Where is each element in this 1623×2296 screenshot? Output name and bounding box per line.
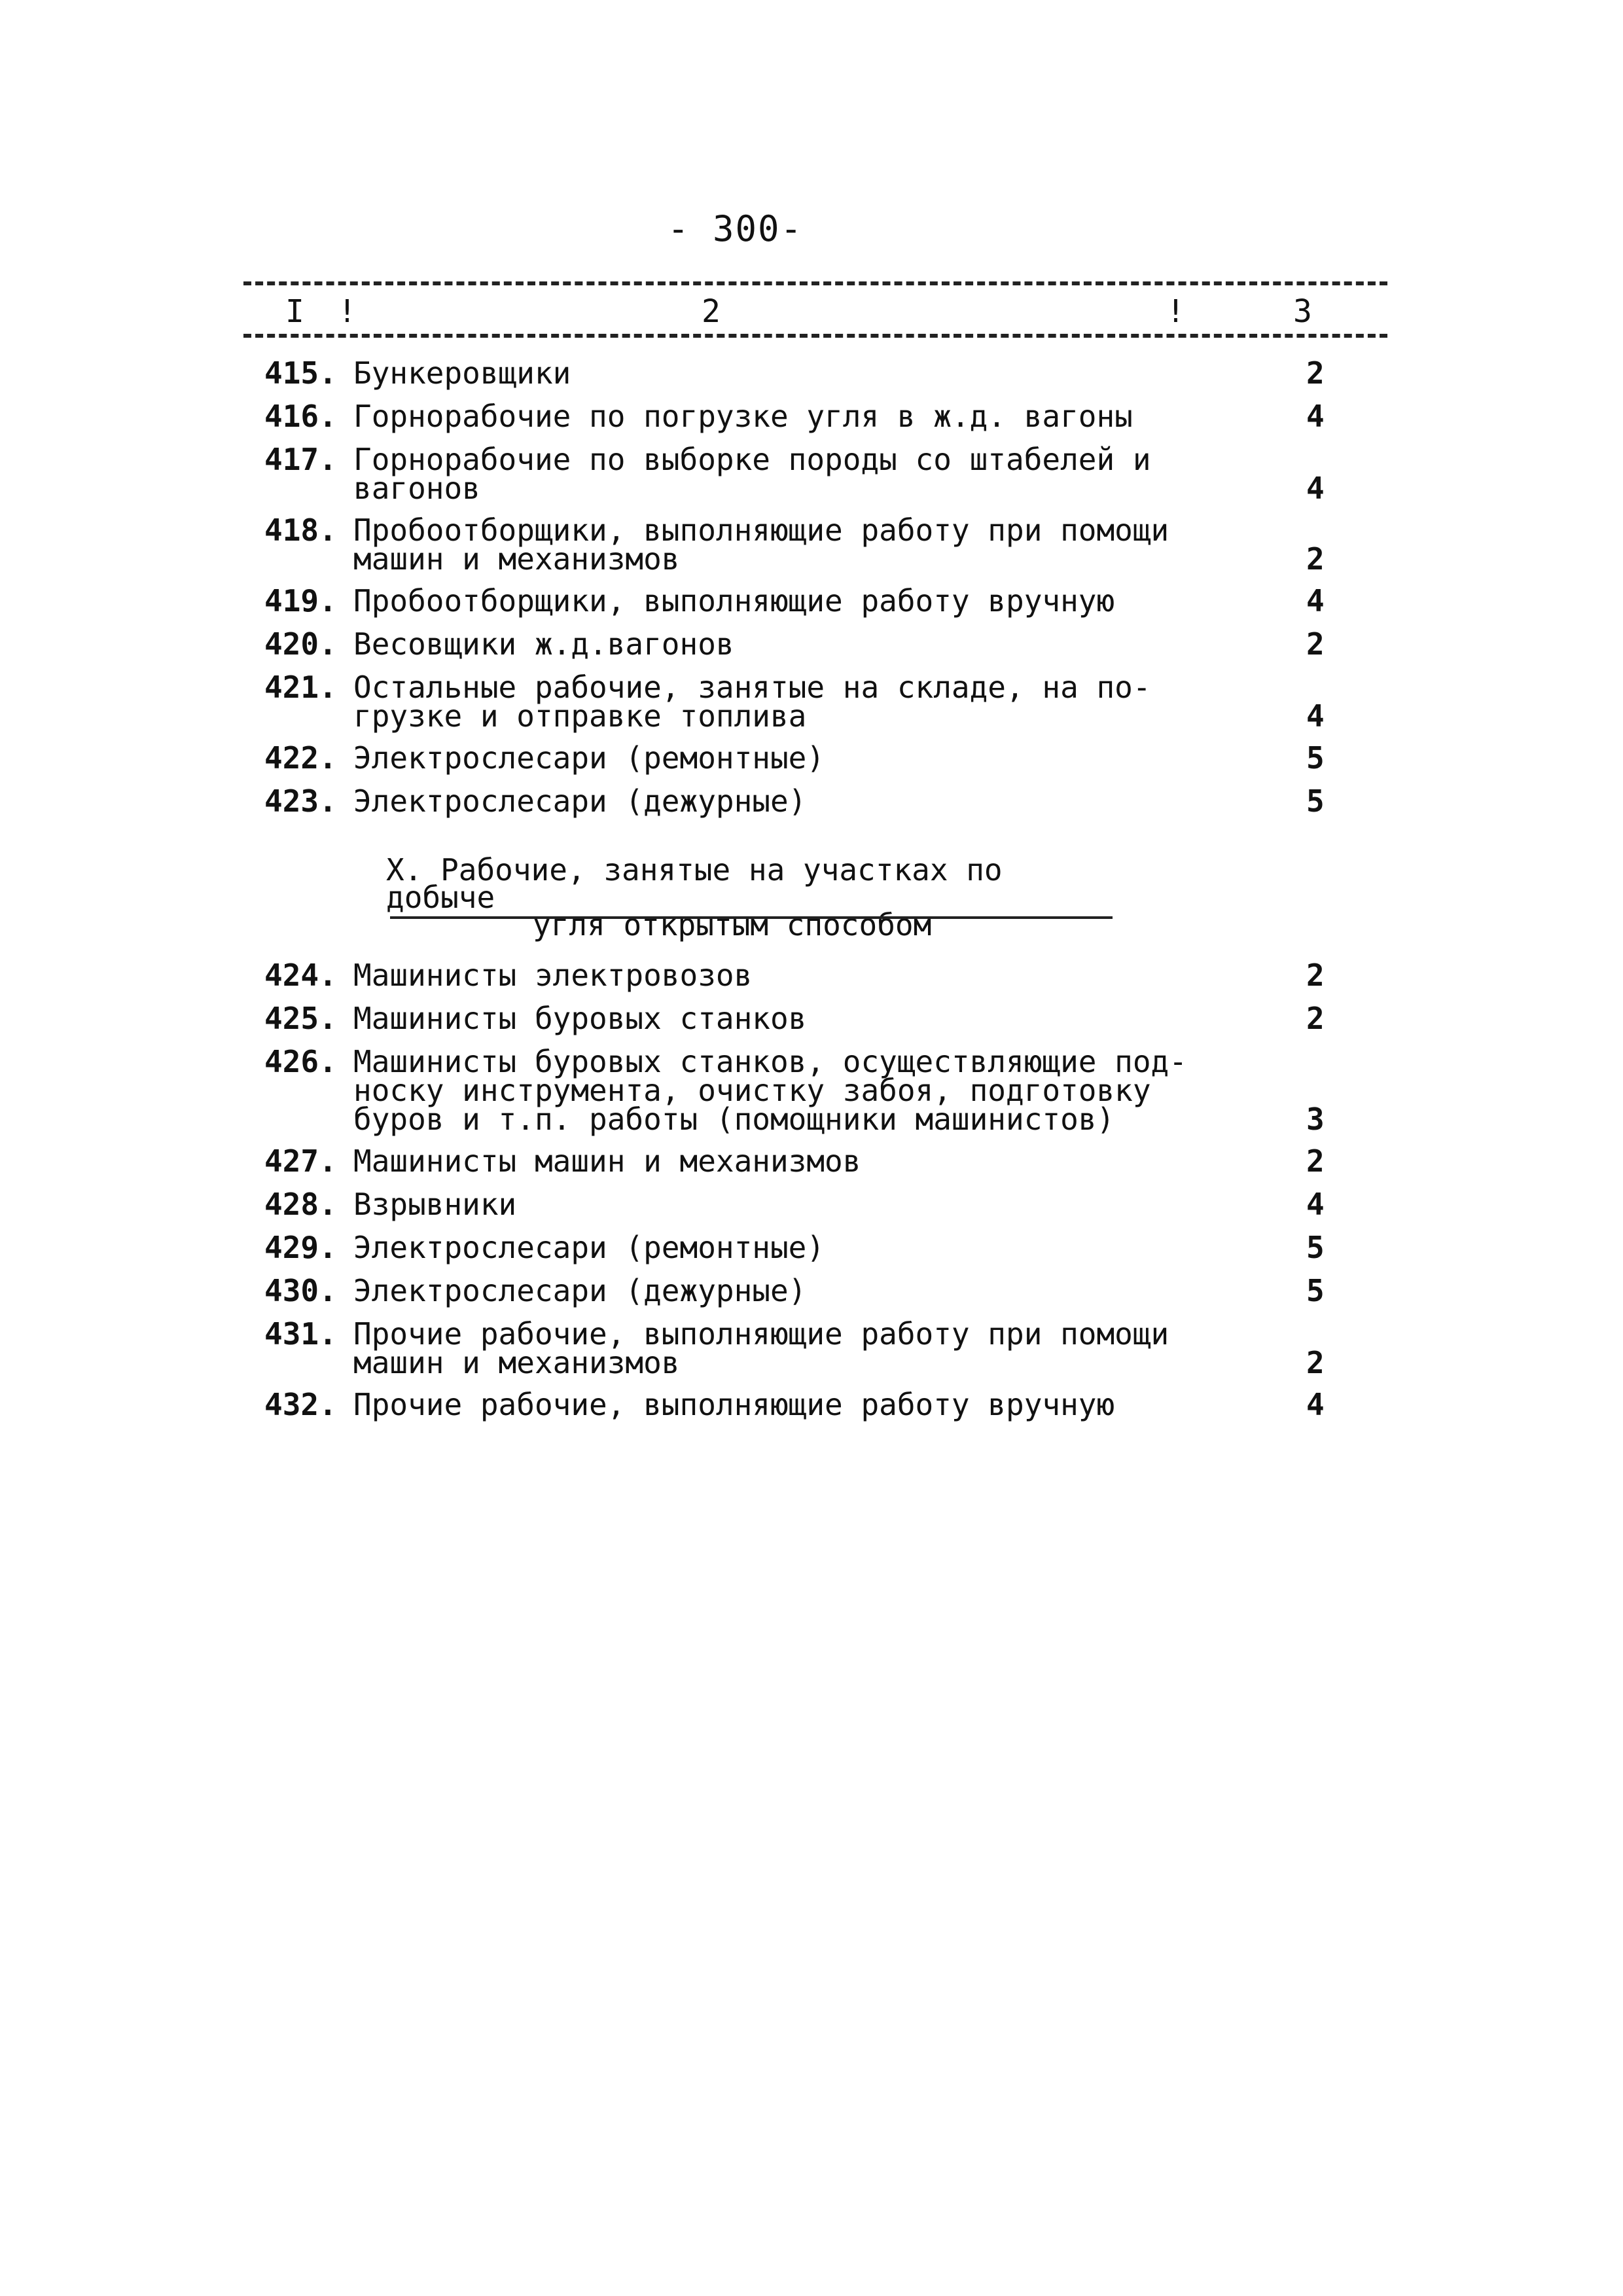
row-text: Электрослесари (ремонтные) bbox=[353, 740, 825, 776]
row-number: 427. bbox=[264, 1143, 337, 1179]
row-number: 430. bbox=[264, 1273, 337, 1308]
table-header-sep1: ! bbox=[338, 293, 357, 330]
table-header-sep2: ! bbox=[1166, 293, 1185, 330]
row-text: Электрослесари (дежурные) bbox=[353, 783, 807, 819]
table-header-top-rule bbox=[243, 281, 1387, 285]
row-value: 5 bbox=[1306, 1273, 1325, 1308]
row-value: 5 bbox=[1306, 740, 1325, 776]
row-number: 424. bbox=[264, 958, 337, 993]
row-text: Прочие рабочие, выполняющие работу вручную bbox=[353, 1387, 1115, 1422]
row-number: 420. bbox=[264, 626, 337, 662]
row-number: 415. bbox=[264, 355, 337, 391]
row-value: 2 bbox=[1306, 1345, 1325, 1380]
row-text: Прочие рабочие, выполняющие работу при помощи машин и механизмов bbox=[353, 1316, 1169, 1380]
row-value: 4 bbox=[1306, 1387, 1325, 1422]
row-number: 423. bbox=[264, 783, 337, 819]
row-value: 2 bbox=[1306, 541, 1325, 577]
table-header-col3: 3 bbox=[1293, 293, 1312, 330]
row-text: Машинисты машин и механизмов bbox=[353, 1143, 861, 1179]
row-number: 418. bbox=[264, 512, 337, 548]
row-value: 2 bbox=[1306, 626, 1325, 662]
row-value: 4 bbox=[1306, 471, 1325, 506]
row-number: 425. bbox=[264, 1001, 337, 1036]
row-number: 417. bbox=[264, 442, 337, 477]
row-number: 426. bbox=[264, 1044, 337, 1079]
row-number: 432. bbox=[264, 1387, 337, 1422]
row-text: Горнорабочие по выборке породы со штабелей и вагонов bbox=[353, 442, 1151, 506]
section-title bbox=[386, 852, 1106, 942]
row-value: 2 bbox=[1306, 355, 1325, 391]
section-title-line1: X. Рабочие, занятые на участках по добыче bbox=[386, 852, 1003, 915]
row-text: Бункеровщики bbox=[353, 355, 571, 391]
row-text: Машинисты буровых станков bbox=[353, 1001, 807, 1036]
row-value: 2 bbox=[1306, 958, 1325, 993]
row-text: Пробоотборщики, выполняющие работу при помощи машин и механизмов bbox=[353, 512, 1169, 577]
row-number: 428. bbox=[264, 1187, 337, 1222]
row-text: Машинисты электровозов bbox=[353, 958, 753, 993]
row-number: 421. bbox=[264, 670, 337, 705]
row-value: 4 bbox=[1306, 583, 1325, 619]
table-header-bottom-rule bbox=[243, 334, 1387, 338]
row-text: Электрослесари (дежурные) bbox=[353, 1273, 807, 1308]
row-value: 5 bbox=[1306, 1230, 1325, 1265]
row-number: 422. bbox=[264, 740, 337, 776]
row-value: 2 bbox=[1306, 1143, 1325, 1179]
page-number: - 300- bbox=[668, 208, 804, 249]
table-header-col2: 2 bbox=[702, 293, 721, 330]
row-value: 4 bbox=[1306, 399, 1325, 434]
row-value: 5 bbox=[1306, 783, 1325, 819]
section-title-underline bbox=[390, 916, 1113, 919]
row-number: 419. bbox=[264, 583, 337, 619]
row-number: 416. bbox=[264, 399, 337, 434]
row-text: Пробоотборщики, выполняющие работу вручную bbox=[353, 583, 1115, 619]
row-value: 4 bbox=[1306, 1187, 1325, 1222]
row-text: Весовщики ж.д.вагонов bbox=[353, 626, 734, 662]
row-number: 431. bbox=[264, 1316, 337, 1352]
row-value: 3 bbox=[1306, 1102, 1325, 1137]
table-header-col1: I bbox=[285, 293, 304, 330]
row-text: Машинисты буровых станков, осуществляющие под- носку инструмента, очистку забоя, подготовку буров и т.п. работы (помощники машинистов) bbox=[353, 1044, 1187, 1137]
row-text: Остальные рабочие, занятые на складе, на по- грузке и отправке топлива bbox=[353, 670, 1151, 734]
row-value: 4 bbox=[1306, 698, 1325, 734]
row-text: Горнорабочие по погрузке угля в ж.д. вагоны bbox=[353, 399, 1133, 434]
row-number: 429. bbox=[264, 1230, 337, 1265]
section-title-line2: угля открытым способом bbox=[533, 907, 932, 942]
row-text: Электрослесари (ремонтные) bbox=[353, 1230, 825, 1265]
row-value: 2 bbox=[1306, 1001, 1325, 1036]
row-text: Взрывники bbox=[353, 1187, 517, 1222]
